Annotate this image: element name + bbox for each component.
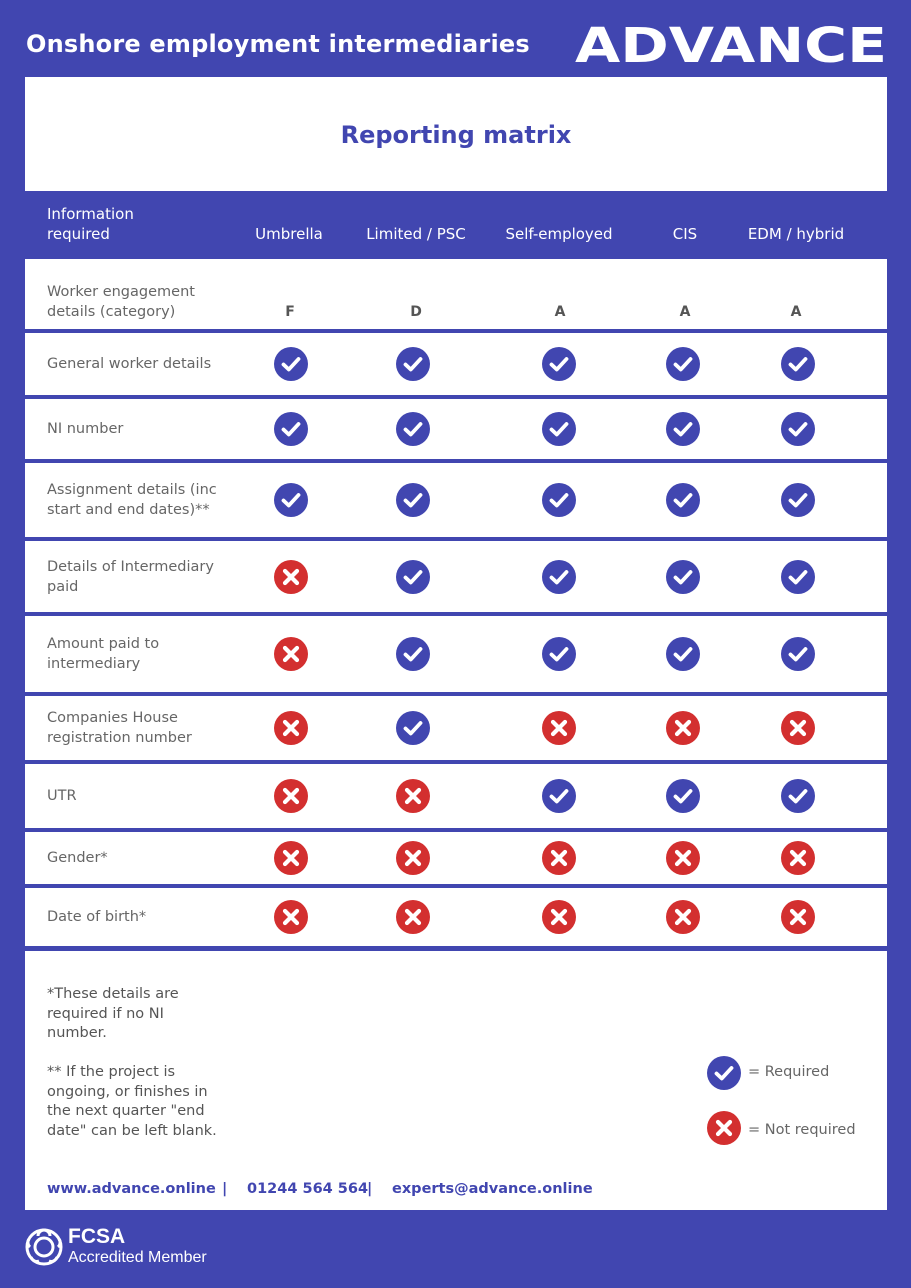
cross-icon-umbrella	[274, 711, 308, 745]
category-code-edm: A	[790, 304, 802, 320]
check-icon-edm	[781, 347, 815, 381]
note-end-date: ** If the project is ongoing, or finishes in the next quarter "end date" can be left blank.	[47, 1064, 217, 1139]
column-header-limited: Limited / PSC	[366, 225, 466, 243]
column-header-self-employed: Self-employed	[505, 225, 613, 243]
cross-icon-edm	[781, 900, 815, 934]
check-icon-limited	[396, 711, 430, 745]
row-label: UTR	[47, 788, 77, 804]
check-icon-edm	[781, 779, 815, 813]
column-header-cis: CIS	[672, 225, 698, 243]
cross-icon-umbrella	[274, 779, 308, 813]
row-label: NI number	[47, 421, 124, 437]
category-code-cis: A	[679, 304, 691, 320]
cross-icon-self-employed	[542, 841, 576, 875]
check-icon-self-employed	[542, 637, 576, 671]
row-label: Assignment details (inc start and end dates)**	[47, 482, 217, 518]
column-header-edm: EDM / hybrid	[747, 225, 845, 243]
check-icon-limited	[396, 560, 430, 594]
check-icon-edm	[781, 637, 815, 671]
column-header-umbrella: Umbrella	[255, 225, 323, 243]
row-label: Companies House registration number	[47, 710, 192, 746]
matrix-title: Reporting matrix	[340, 121, 572, 149]
check-icon-limited	[396, 637, 430, 671]
category-code-limited: D	[410, 304, 422, 320]
row-label: Gender*	[47, 850, 108, 866]
check-icon-cis	[666, 560, 700, 594]
cross-icon-umbrella	[274, 560, 308, 594]
cross-icon-cis	[666, 711, 700, 745]
check-icon-self-employed	[542, 779, 576, 813]
cross-icon-edm	[781, 711, 815, 745]
check-icon-limited	[396, 483, 430, 517]
check-icon-self-employed	[542, 483, 576, 517]
cross-icon-self-employed	[542, 711, 576, 745]
phone-link[interactable]: 01244 564 564	[247, 1181, 369, 1197]
check-icon-self-employed	[542, 412, 576, 446]
category-code-self-employed: A	[554, 304, 566, 320]
row-label: General worker details	[47, 356, 212, 372]
note-ni-number: *These details are required if no NI number.	[47, 986, 179, 1041]
check-icon-edm	[781, 560, 815, 594]
check-icon-cis	[666, 637, 700, 671]
header-title: Onshore employment intermediaries	[26, 30, 530, 58]
check-icon-cis	[666, 483, 700, 517]
check-icon-umbrella	[274, 483, 308, 517]
check-icon-umbrella	[274, 347, 308, 381]
category-code-umbrella: F	[285, 304, 295, 320]
cross-icon-umbrella	[274, 637, 308, 671]
cross-icon-umbrella	[274, 841, 308, 875]
column-header-info: Information required	[47, 205, 134, 243]
legend-required-label: = Required	[748, 1064, 830, 1080]
check-icon-edm	[781, 412, 815, 446]
cross-icon-cis	[666, 841, 700, 875]
legend-not-required-label: = Not required	[748, 1122, 856, 1138]
legend-cross-icon	[707, 1111, 741, 1145]
cross-icon-umbrella	[274, 900, 308, 934]
check-icon-cis	[666, 779, 700, 813]
brand-text: ADVANCE	[575, 18, 887, 66]
website-link[interactable]: www.advance.online	[47, 1181, 216, 1197]
cross-icon-limited	[396, 779, 430, 813]
contact-separator: |	[222, 1181, 228, 1197]
check-icon-limited	[396, 347, 430, 381]
check-icon-limited	[396, 412, 430, 446]
row-label: Details of Intermediary paid	[47, 558, 214, 595]
row-label: Amount paid to intermediary	[47, 636, 160, 672]
check-icon-cis	[666, 347, 700, 381]
cross-icon-cis	[666, 900, 700, 934]
check-icon-cis	[666, 412, 700, 446]
check-icon-self-employed	[542, 347, 576, 381]
advance-logo	[574, 18, 888, 66]
cross-icon-self-employed	[542, 900, 576, 934]
check-icon-umbrella	[274, 412, 308, 446]
check-icon-self-employed	[542, 560, 576, 594]
fcsa-title: FCSA	[68, 1225, 126, 1248]
legend-check-icon	[707, 1056, 741, 1090]
cross-icon-limited	[396, 900, 430, 934]
cross-icon-limited	[396, 841, 430, 875]
fcsa-badge-icon	[24, 1225, 64, 1269]
cross-icon-edm	[781, 841, 815, 875]
category-row-label: Worker engagement details (category)	[47, 284, 195, 320]
check-icon-edm	[781, 483, 815, 517]
row-label: Date of birth*	[47, 909, 147, 925]
email-link[interactable]: experts@advance.online	[392, 1181, 593, 1197]
fcsa-subtitle: Accredited Member	[68, 1249, 207, 1266]
title-panel	[25, 77, 887, 191]
contact-separator: |	[367, 1181, 373, 1197]
